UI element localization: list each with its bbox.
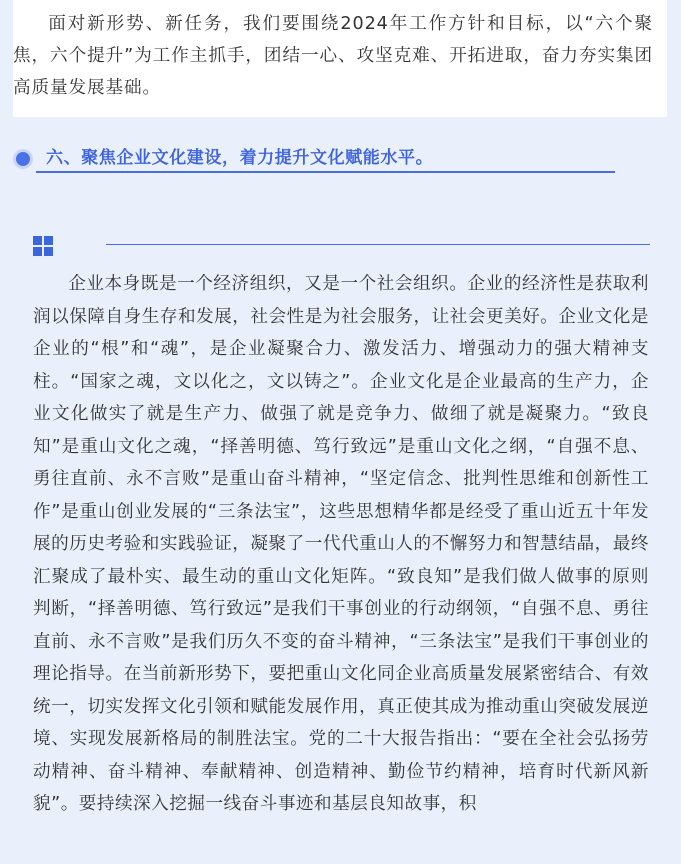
intro-paragraph: 面对新形势、新任务，我们要围绕2024年工作方针和目标，以“六个聚焦，六个提升”为工作主抓手，团结一心、攻坚克难、开拓进取，奋力夯实集团高质量发展基础。 (13, 14, 653, 98)
section-heading (13, 140, 615, 174)
section-underline (36, 171, 615, 173)
intro-card (13, 0, 667, 117)
subsection-divider (106, 244, 650, 245)
section-title: 六、聚焦企业文化建设，着力提升文化赋能水平。 (46, 148, 434, 168)
body-paragraph: 企业本身既是一个经济组织，又是一个社会组织。企业的经济性是获取利润以保障自身生存和发展，社会性是为社会服务，让社会更美好。企业文化是企业的“根”和“魂”，是企业凝聚合力、激发活力、增强动力的强大精神支柱。“国家之魂，文以化之，文以铸之”。企业文化是企业最高的生产力，企业文化做实了就是生产力、做强了就是竞争力、做细了就是凝聚力。“致良知”是重山文化之魂，“择善明德、笃行致远”是重山文化之纲，“自强不息、勇往直前、永不言败”是重山奋斗精神，“坚定信念、批判性思维和创新性工作”是重山创业发展的“三条法宝”，这些思想精华都是经受了重山近五十年发展的历史考验和实践验证，凝聚了一代代重山人的不懈努力和智慧结晶，最终汇聚成了最朴实、最生动的重山文化矩阵。“致良知”是我们做人做事的原则判断，“择善明德、笃行致远”是我们干事创业的行动纲领，“自强不息、勇往直前、永不言败”是我们历久不变的奋斗精神，“三条法宝”是我们干事创业的理论指导。在当前新形势下，要把重山文化同企业高质量发展紧密结合、有效统一，切实发挥文化引领和赋能发展作用，真正使其成为推动重山突破发展逆境、实现发展新格局的制胜法宝。党的二十大报告指出：“要在全社会弘扬劳动精神、奋斗精神、奉献精神、创造精神、勤俭节约精神，培育时代新风新貌”。要持续深入挖掘一线奋斗事迹和基层良知故事，积 (33, 274, 649, 814)
dot-icon (13, 149, 33, 169)
grid-icon (33, 236, 53, 256)
